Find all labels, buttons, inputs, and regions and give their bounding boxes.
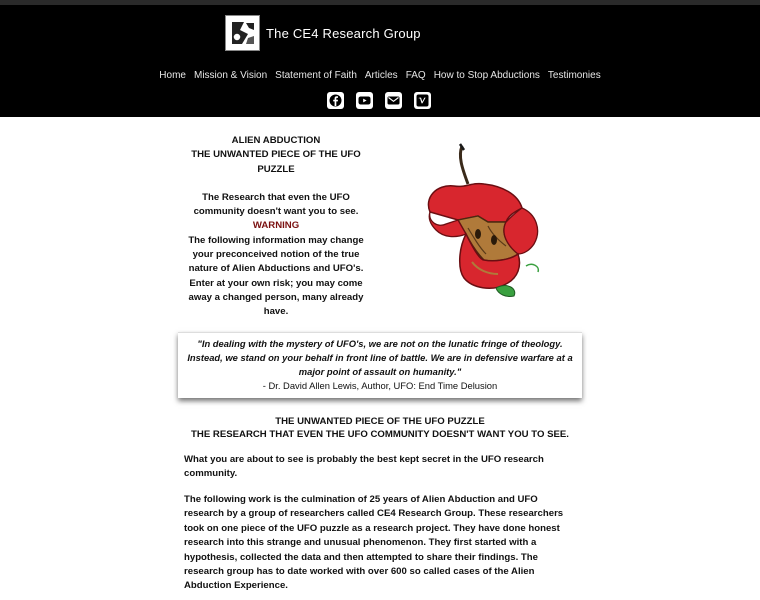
social-links: [327, 92, 431, 109]
nav-home[interactable]: Home: [159, 70, 186, 81]
site-branding[interactable]: [225, 15, 421, 51]
vimeo-icon[interactable]: [414, 92, 431, 109]
intro-spacer: [186, 177, 366, 191]
site-header: [0, 0, 760, 117]
header-top-strip: [0, 0, 760, 5]
quote-attribution: - Dr. David Allen Lewis, Author, UFO: End Time Delusion: [262, 380, 498, 391]
nav-testimonies[interactable]: Testimonies: [547, 70, 601, 81]
nav-mission-vision[interactable]: Mission & Vision: [193, 70, 268, 81]
intro-warning-text: The following information may change your preconceived notion of the true nature of Alien Abductions and UFO's. Enter at your own risk; you may come away a changed person, many already have.: [188, 234, 364, 318]
nav-faq[interactable]: FAQ: [405, 70, 426, 81]
body-paragraph-1: What you are about to see is probably the best kept secret in the UFO research community.: [184, 454, 544, 480]
eaten-apple-illustration: [418, 142, 556, 312]
quote-text: "In dealing with the mystery of UFO's, we are not on the lunatic fringe of theology. Instead, we stand on your behalf in front line of battle. We are in defensive warfare at a major point of assault on humanity.": [187, 338, 573, 377]
quote-card: [178, 332, 582, 398]
facebook-icon[interactable]: [327, 92, 344, 109]
intro-warning: WARNING: [252, 220, 300, 232]
ce4-logo-icon[interactable]: [225, 15, 260, 51]
section-title-line-2: THE RESEARCH THAT EVEN THE UFO COMMUNITY DOESN'T WANT YOU TO SEE.: [191, 428, 569, 440]
nav-statement-of-faith[interactable]: Statement of Faith: [275, 70, 357, 81]
body-paragraph-2: The following work is the culmination of 25 years of Alien Abduction and UFO research by a group of researchers called CE4 Research Group. These researchers took on one piece of the UFO puzzle as a research project. They have done honest research into this strange and unusual phenomenon. They first started with a hypothesis, collected the data and then attempted to share their findings. The research group has to date worked with over 600 so called cases of the Alien Abduction Experience.: [184, 494, 564, 592]
email-icon[interactable]: [385, 92, 402, 109]
intro-heading-1: ALIEN ABDUCTION: [231, 135, 321, 146]
intro-tagline: The Research that even the UFO community doesn't want you to see.: [193, 191, 359, 218]
intro-block: [186, 134, 366, 320]
section-title: [180, 416, 580, 441]
nav-articles[interactable]: Articles: [364, 70, 398, 81]
section-title-line-1: THE UNWANTED PIECE OF THE UFO PUZZLE: [275, 416, 485, 427]
site-title[interactable]: The CE4 Research Group: [266, 25, 421, 41]
intro-heading-2: THE UNWANTED PIECE OF THE UFO PUZZLE: [191, 149, 361, 175]
youtube-icon[interactable]: [356, 92, 373, 109]
main-nav: [0, 70, 760, 81]
nav-how-to-stop-abductions[interactable]: How to Stop Abductions: [433, 70, 540, 81]
